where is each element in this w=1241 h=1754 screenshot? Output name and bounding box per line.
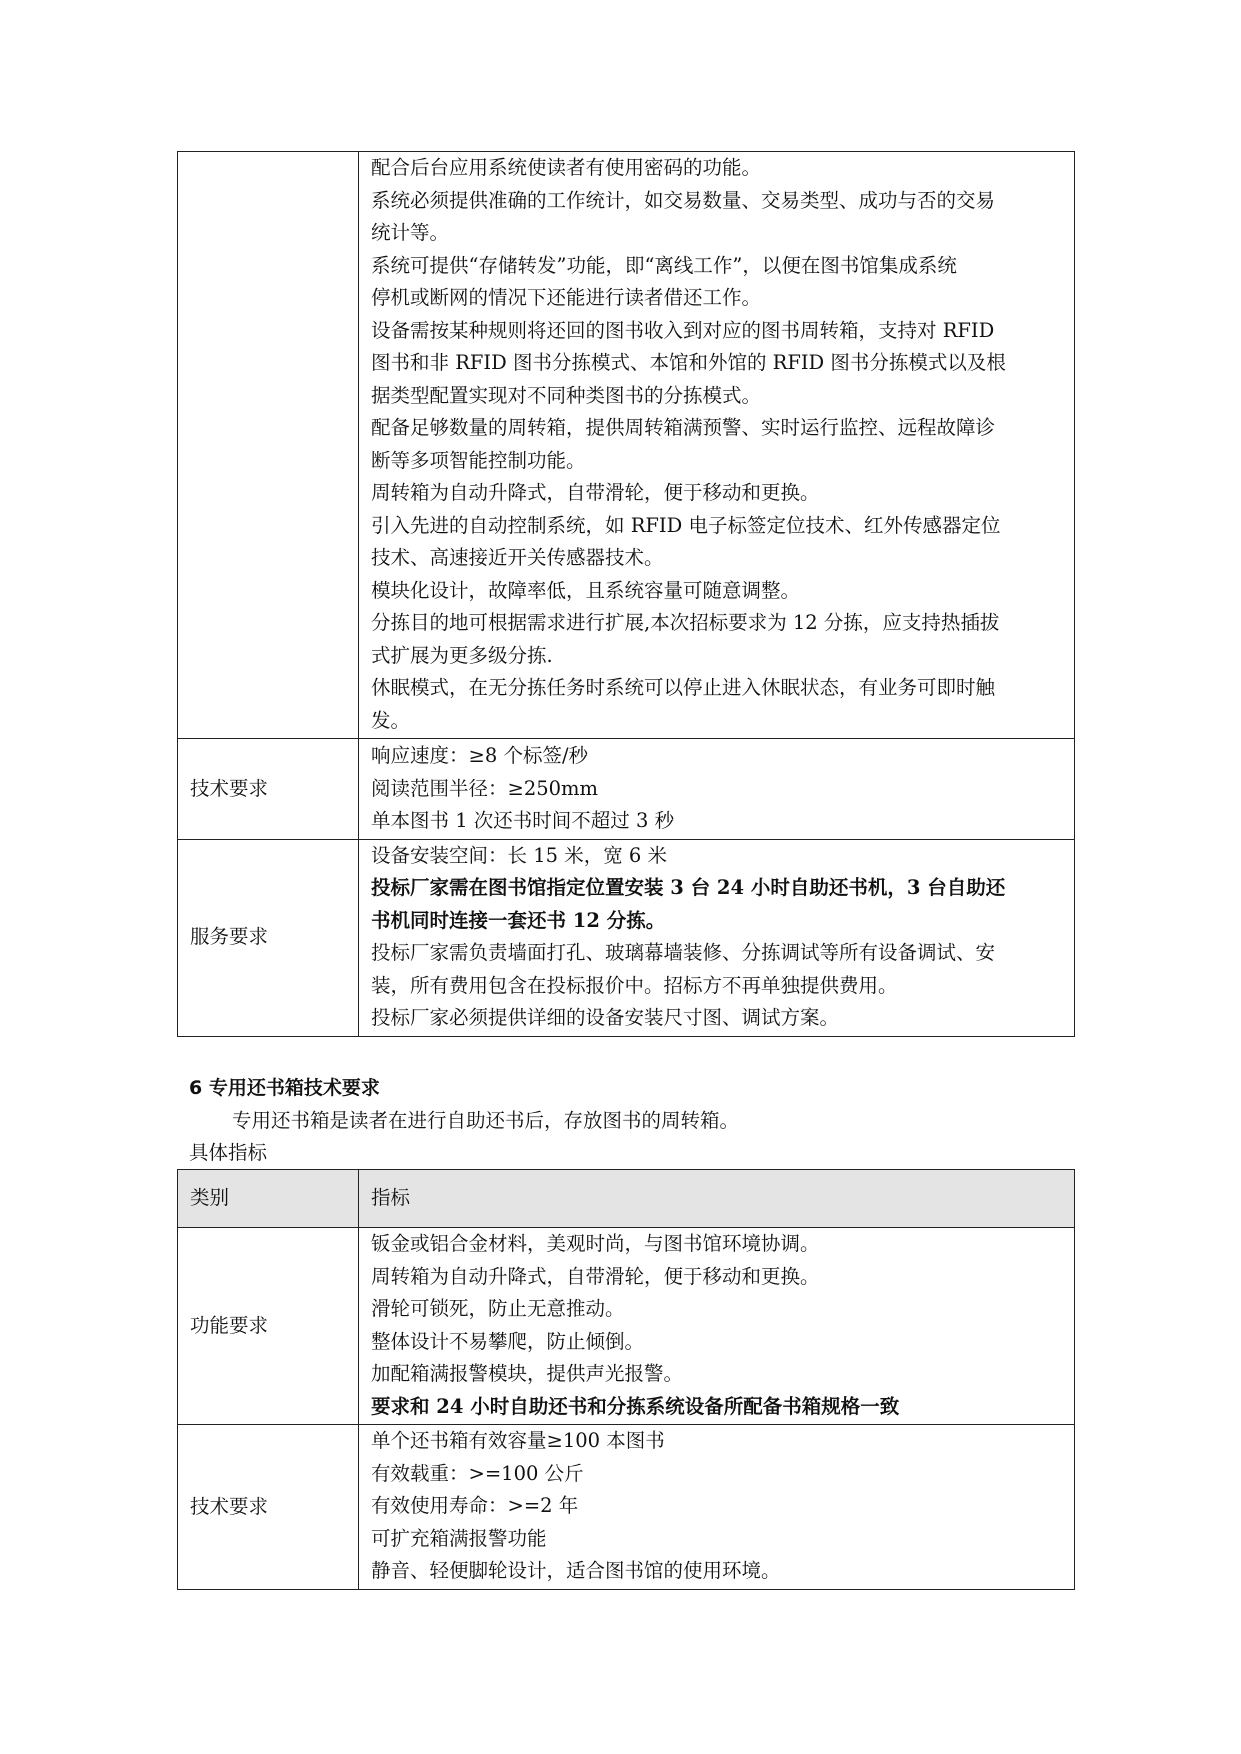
text-line: 断等多项智能控制功能。 [371,448,586,472]
text-line: 有效载重：>=100 公斤 [371,1461,584,1485]
section-heading: 6 专用还书箱技术要求 [189,1077,380,1099]
paragraph [371,315,1066,413]
text-line: 设备安装空间：长 15 米，宽 6 米 [371,843,668,867]
text-line: 技术、高速接近开关传感器技术。 [371,546,664,569]
paragraph [371,185,1066,250]
table-header-row [178,1170,1075,1228]
text-line: 投标厂家必须提供详细的设备安装尺寸图、调试方案。 [371,1006,840,1029]
content-cell [359,739,1075,840]
category-cell: 技术要求 [178,1425,359,1590]
return-box-spec-table [177,1169,1075,1590]
content-cell [359,1425,1075,1590]
spec-label: 具体指标 [189,1141,268,1164]
paragraph [371,937,1066,1002]
text-line: 响应速度：≥8 个标签/秒 [371,744,589,767]
install-requirements-table [177,151,1075,1037]
text-line: 统计等。 [371,221,450,244]
content-cell [359,839,1075,1036]
content-cell [359,1228,1075,1425]
paragraph-bold [371,872,1066,937]
text-line: 据类型配置实现对不同种类图书的分拣模式。 [371,383,762,407]
text-line: 投标厂家需在图书馆指定位置安装 3 台 24 小时自助还书机，3 台自助还 [371,876,1006,899]
category-cell [178,152,359,739]
category-cell: 服务要求 [178,839,359,1036]
text-line: 投标厂家需负责墙面打孔、玻璃幕墙装修、分拣调试等所有设备调试、安 [371,941,996,964]
paragraph [371,672,1066,737]
table-row-function [178,152,1075,739]
text-line: 周转箱为自动升降式，自带滑轮，便于移动和更换。 [371,1264,820,1288]
text-line: 系统必须提供准确的工作统计，如交易数量、交易类型、成功与否的交易 [371,188,996,212]
paragraph [371,250,1066,315]
header-category-cell: 类别 [178,1170,359,1228]
paragraph [371,607,1066,672]
text-line-bold: 要求和 24 小时自助还书和分拣系统设备所配备书箱规格一致 [371,1394,900,1418]
text-line: 单个还书箱有效容量≥100 本图书 [371,1429,665,1452]
text-line: 滑轮可锁死，防止无意推动。 [371,1297,625,1320]
category-cell: 功能要求 [178,1228,359,1425]
table-row-technical [178,1425,1075,1590]
text-line: 单本图书 1 次还书时间不超过 3 秒 [371,809,675,832]
text-line: 周转箱为自动升降式，自带滑轮，便于移动和更换。 [371,481,820,504]
text-line: 式扩展为更多级分拣. [371,643,553,667]
text-line: 休眠模式，在无分拣任务时系统可以停止进入休眠状态，有业务可即时触 [371,676,996,699]
table-row-technical [178,739,1075,840]
paragraph [371,575,1066,608]
text-line: 停机或断网的情况下还能进行读者借还工作。 [371,286,762,309]
text-line: 图书和非 RFID 图书分拣模式、本馆和外馆的 RFID 图书分拣模式以及根 [371,351,1006,374]
text-line: 装，所有费用包含在投标报价中。招标方不再单独提供费用。 [371,973,898,997]
text-line: 设备需按某种规则将还回的图书收入到对应的图书周转箱，支持对 RFID [371,318,995,342]
paragraph [371,412,1066,477]
text-line: 书机同时连接一套还书 12 分拣。 [371,908,666,932]
table-row-function [178,1228,1075,1425]
text-line: 加配箱满报警模块，提供声光报警。 [371,1362,684,1385]
text-line: 引入先进的自动控制系统，如 RFID 电子标签定位技术、红外传感器定位 [371,513,1001,537]
text-line: 钣金或铝合金材料，美观时尚，与图书馆环境协调。 [371,1232,820,1255]
text-line: 可扩充箱满报警功能 [371,1526,547,1550]
text-line: 配备足够数量的周转箱，提供周转箱满预警、实时运行监控、远程故障诊 [371,416,996,439]
text-line: 整体设计不易攀爬，防止倾倒。 [371,1329,645,1353]
text-line: 阅读范围半径：≥250mm [371,776,599,800]
table-row-service [178,839,1075,1036]
text-line: 分拣目的地可根据需求进行扩展,本次招标要求为 12 分拣，应支持热插拔 [371,611,1000,634]
text-line: 系统可提供“存储转发”功能，即“离线工作”，以便在图书馆集成系统 [371,253,957,277]
content-cell [359,152,1075,739]
text-line: 静音、轻便脚轮设计，适合图书馆的使用环境。 [371,1559,781,1582]
paragraph [371,152,1066,185]
text-line: 配合后台应用系统使读者有使用密码的功能。 [371,156,762,179]
header-content-cell: 指标 [359,1170,1075,1228]
paragraph [371,477,1066,510]
text-line: 有效使用寿命：>=2 年 [371,1494,579,1517]
text-line: 发。 [371,708,411,732]
text-line: 模块化设计，故障率低，且系统容量可随意调整。 [371,578,801,602]
paragraph [371,510,1066,575]
section-intro: 专用还书箱是读者在进行自助还书后，存放图书的周转箱。 [232,1109,740,1132]
category-cell: 技术要求 [178,739,359,840]
